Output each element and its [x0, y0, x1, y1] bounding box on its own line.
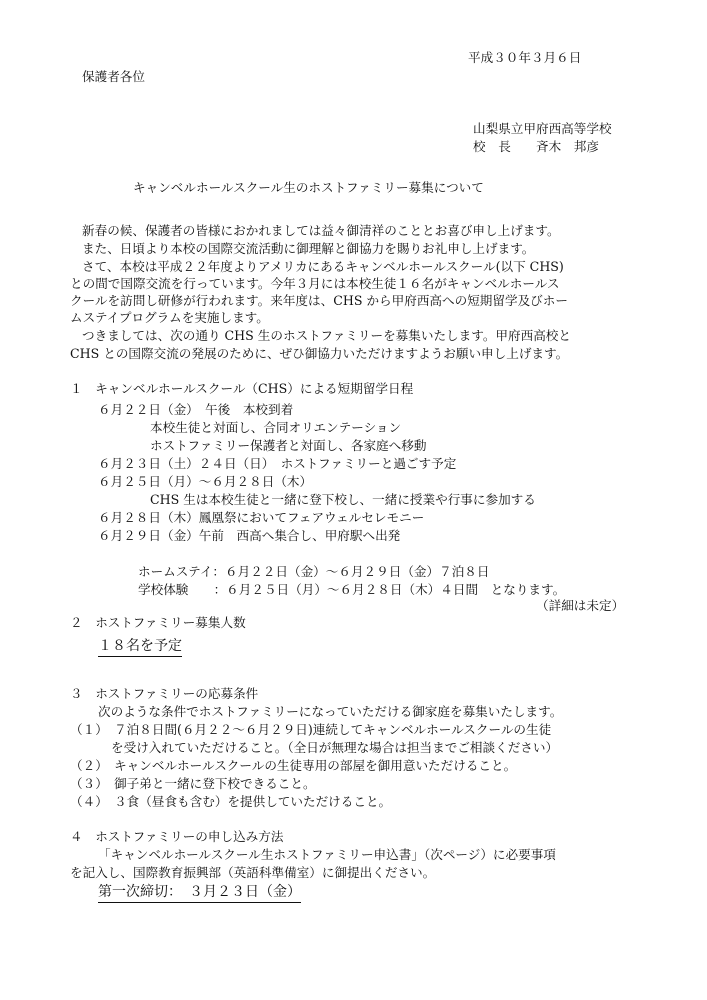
application-line: 「キャンベルホールスクール生ホストファミリー申込書」（次ページ）に必要事項 — [98, 847, 556, 862]
school-name: 山梨県立甲府西高等学校 — [473, 121, 612, 136]
schedule-item: ６月２５日（月）～６月２８日（木） — [98, 474, 313, 489]
condition-item: を受け入れていただけること。（全日が無理な場合は担当までご相談ください） — [111, 740, 559, 755]
deadline: 第一次締切： ３月２３日（金） — [98, 884, 301, 903]
intro-line: ムステイプログラムを実施します。 — [70, 310, 269, 325]
intro-line: つきましては、次の通り CHS 生のホストファミリーを募集いたします。甲府西高校と — [82, 328, 571, 343]
schedule-item: ホストファミリー保護者と対面し、各家庭へ移動 — [150, 438, 427, 453]
condition-item: （１） ７泊８日間(６月２２～６月２９日)連続してキャンベルホールスクールの生徒 — [70, 722, 552, 737]
document-date: 平成３０年３月６日 — [468, 50, 582, 65]
application-line: を記入し、国際教育振興部（英語科準備室）に御提出ください。 — [70, 865, 436, 880]
intro-line: また、日頃より本校の国際交流活動に御理解と御協力を賜りお礼申し上げます。 — [82, 241, 535, 256]
schedule-item: ６月２９日（金）午前 西高へ集合し、甲府駅へ出発 — [98, 528, 401, 543]
intro-line: さて、本校は平成２２年度よりアメリカにあるキャンベルホールスクール(以下 CHS) — [82, 259, 564, 274]
section-heading: １ キャンベルホールスクール（CHS）による短期留学日程 — [70, 381, 414, 396]
section-heading: ２ ホストファミリー募集人数 — [70, 615, 246, 630]
schedule-item: ６月２３日（土）２４日（日） ホストファミリーと過ごす予定 — [98, 456, 457, 471]
schedule-item: ６月２２日（金） 午後 本校到着 — [98, 402, 294, 417]
principal-name: 校 長 斉木 邦彦 — [473, 139, 599, 154]
recruit-count: １８名を予定 — [98, 638, 182, 657]
intro-line: クールを訪問し研修が行われます。来年度は、CHS から甲府西高への短期留学及びホー — [70, 293, 568, 308]
condition-item: （４） ３食（昼食も含む）を提供していただけること。 — [70, 794, 392, 809]
intro-line: 新春の候、保護者の皆様におかれましては益々御清祥のこととお喜び申し上げます。 — [82, 223, 560, 238]
schedule-item: CHS 生は本校生徒と一緒に登下校し、一緒に授業や行事に参加する — [150, 492, 536, 507]
schedule-item: 本校生徒と対面し、合同オリエンテーション — [150, 420, 402, 435]
schedule-item: ６月２８日（木）鳳凰祭においてフェアウェルセレモニー — [98, 510, 425, 525]
details-note: （詳細は未定） — [536, 598, 625, 613]
intro-line: CHS との国際交流の発展のために、ぜひ御協力いただけますようお願い申し上げます。 — [70, 346, 569, 361]
intro-line: との間で国際交流を行っています。今年３月には本校生徒１６名がキャンベルホールス — [70, 276, 560, 291]
homestay-period: ホームステイ：６月２２日（金）～６月２９日（金）７泊８日 — [138, 564, 490, 579]
school-experience-period: 学校体験 ：６月２５日（月）～６月２８日（木）４日間 となります。 — [138, 582, 566, 597]
recipient-line: 保護者各位 — [82, 69, 145, 84]
condition-item: （２） キャンベルホールスクールの生徒専用の部屋を御用意いただけること。 — [70, 758, 517, 773]
conditions-lead: 次のような条件でホストファミリーになっていただける御家庭を募集いたします。 — [98, 704, 563, 719]
condition-item: （３） 御子弟と一緒に登下校できること。 — [70, 776, 316, 791]
document-title: キャンベルホールスクール生のホストファミリー募集について — [133, 180, 484, 195]
section-heading: ４ ホストファミリーの申し込み方法 — [70, 829, 284, 844]
section-heading: ３ ホストファミリーの応募条件 — [70, 686, 259, 701]
